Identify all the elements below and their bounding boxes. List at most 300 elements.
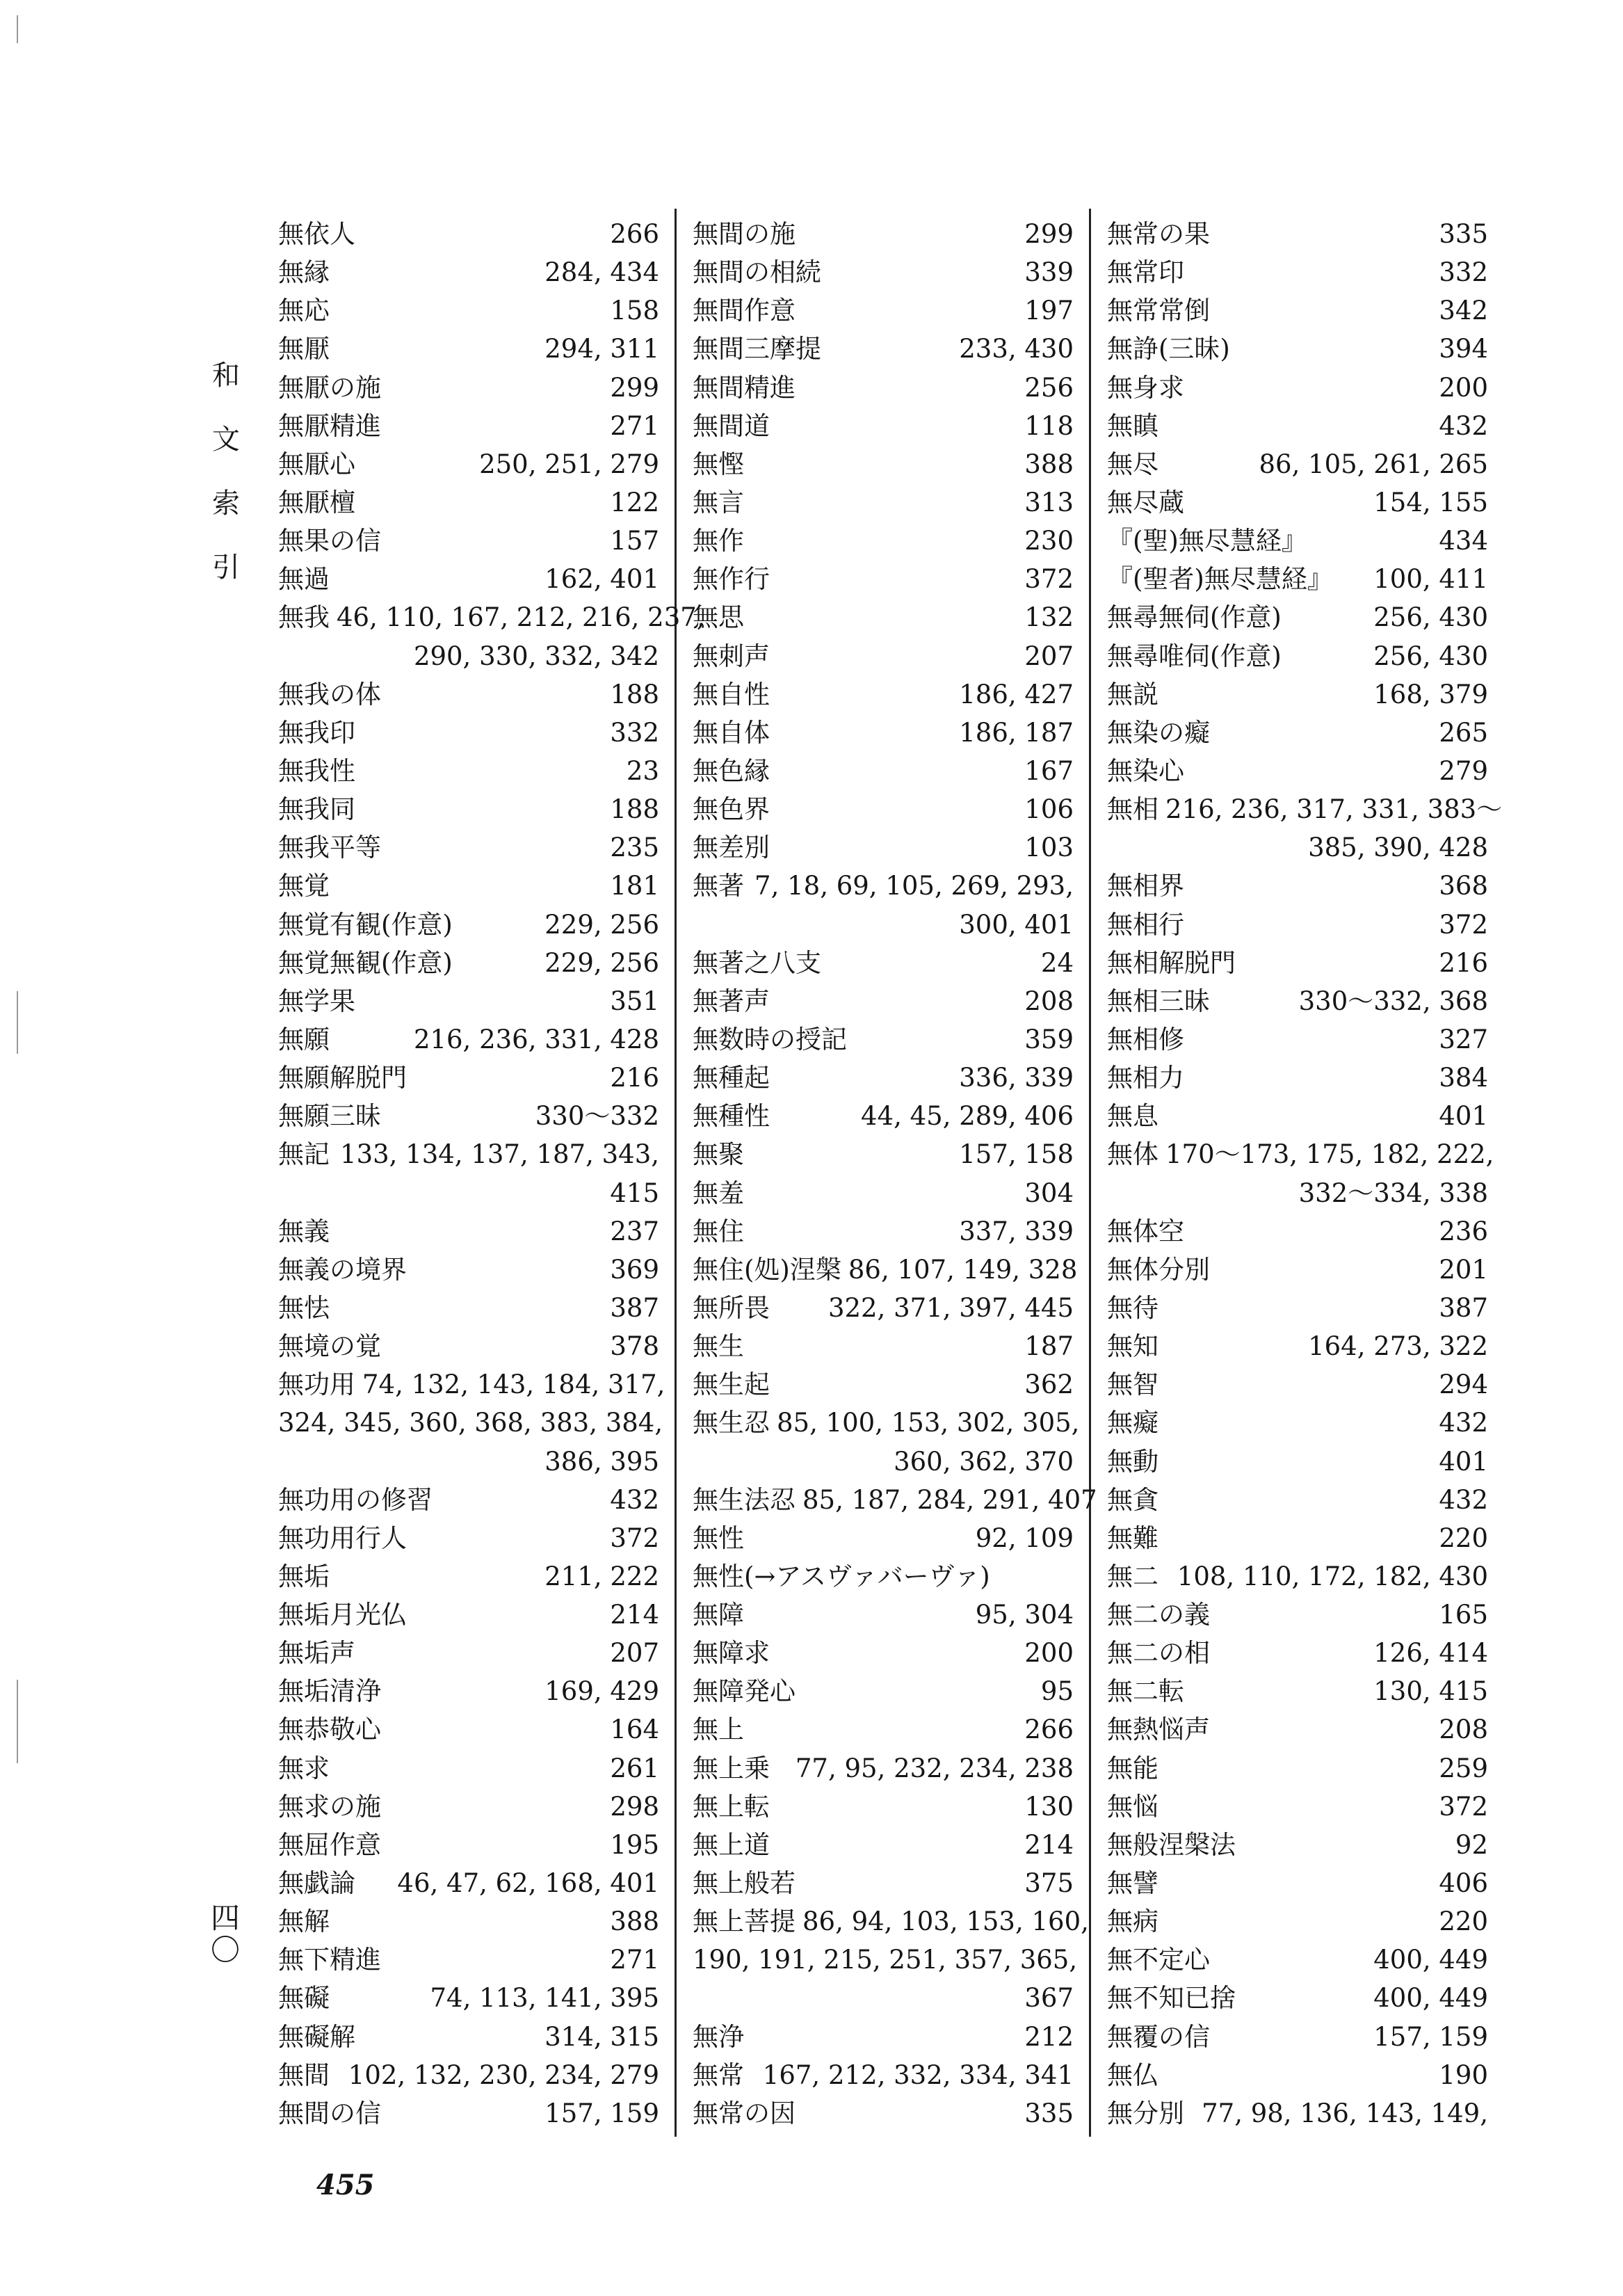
index-pages: 256	[1024, 372, 1074, 403]
index-term: 無願解脱門	[278, 1063, 407, 1093]
index-entry	[278, 1059, 659, 1097]
index-pages: 92, 109	[975, 1523, 1074, 1553]
index-term: 無上転	[693, 1791, 770, 1822]
index-pages: 432	[1439, 1408, 1488, 1438]
scan-margin-mark	[17, 15, 18, 43]
index-pages: 271	[610, 1945, 659, 1975]
index-pages: 384	[1439, 1063, 1488, 1093]
index-entry	[278, 1557, 659, 1596]
index-pages: 294, 311	[544, 334, 659, 364]
index-entry	[1107, 1443, 1488, 1481]
index-term: 無二	[1107, 1561, 1158, 1591]
index-term: 無身求	[1107, 372, 1184, 403]
index-entry	[1107, 560, 1488, 598]
index-entry	[278, 407, 659, 445]
index-entry	[1107, 906, 1488, 944]
index-entry	[1107, 1327, 1488, 1365]
index-pages: 170〜173, 175, 182, 222,	[1165, 1139, 1494, 1170]
index-term: 無間	[278, 2060, 330, 2090]
index-pages: 332〜334, 338	[1298, 1178, 1488, 1208]
index-pages: 314, 315	[544, 2021, 659, 2052]
index-term: 無所畏	[693, 1292, 770, 1323]
index-term: 無礙解	[278, 2021, 355, 2052]
index-term: 無色界	[693, 794, 770, 825]
index-entry	[278, 1788, 659, 1826]
index-entry	[693, 2094, 1074, 2133]
index-pages: 95	[1040, 1676, 1074, 1707]
index-entry	[693, 1404, 1080, 1442]
index-pages: 332	[610, 717, 659, 748]
index-entry	[278, 1979, 659, 2017]
index-pages: 259	[1439, 1753, 1488, 1783]
index-entry	[1107, 637, 1488, 675]
index-term: 無覚無観(作意)	[278, 947, 453, 978]
index-term: 無尋唯伺(作意)	[1107, 641, 1282, 671]
index-pages: 401	[1439, 1101, 1488, 1132]
index-term: 無譬	[1107, 1868, 1158, 1899]
index-pages: 415	[610, 1178, 659, 1208]
index-entry	[278, 790, 659, 828]
index-term: 無障発心	[693, 1676, 796, 1707]
index-term: 無染の癡	[1107, 717, 1210, 748]
index-entry	[693, 1059, 1074, 1097]
index-entry	[278, 1443, 659, 1481]
index-pages: 432	[1439, 410, 1488, 441]
index-pages: 74, 113, 141, 395	[430, 1983, 659, 2014]
index-term: 無障求	[693, 1638, 770, 1669]
index-term: 無間作意	[693, 296, 796, 326]
index-term: 無上	[693, 1715, 744, 1745]
index-term: 無智	[1107, 1370, 1158, 1400]
index-pages: 190, 191, 215, 251, 357, 365,	[693, 1945, 1078, 1975]
index-term: 無種起	[693, 1063, 770, 1093]
index-entry	[1107, 944, 1488, 982]
index-entry	[693, 1212, 1074, 1251]
index-pages: 130	[1024, 1791, 1074, 1822]
index-entry	[278, 828, 659, 867]
index-pages: 77, 98, 136, 143, 149,	[1202, 2098, 1488, 2128]
index-entry	[278, 714, 659, 752]
index-entry	[693, 1557, 1074, 1596]
index-pages: 216	[1439, 947, 1488, 978]
index-term: 無貪	[1107, 1484, 1158, 1515]
side-title-char: 引	[212, 552, 240, 584]
index-pages: 168, 379	[1373, 679, 1488, 709]
index-pages: 216, 236, 331, 428	[413, 1024, 659, 1054]
index-pages: 336, 339	[959, 1063, 1074, 1093]
index-pages: 256, 430	[1373, 602, 1488, 633]
index-term: 無熱悩声	[1107, 1715, 1210, 1745]
index-entry	[1107, 982, 1488, 1020]
index-entry	[1107, 1557, 1488, 1596]
index-term: 無聚	[693, 1139, 744, 1170]
index-term: 無瞋	[1107, 410, 1158, 441]
index-entry	[693, 790, 1074, 828]
index-pages: 188	[610, 794, 659, 825]
index-pages: 102, 132, 230, 234, 279	[348, 2060, 659, 2090]
index-pages: 229, 256	[544, 947, 659, 978]
index-entry	[1107, 2056, 1488, 2094]
index-entry	[278, 483, 659, 522]
index-term: 無相解脱門	[1107, 947, 1236, 978]
index-term: 無怯	[278, 1292, 330, 1323]
index-entry	[1107, 1404, 1488, 1442]
index-pages: 337, 339	[959, 1216, 1074, 1246]
index-entry	[1107, 790, 1503, 828]
index-pages: 256, 430	[1373, 641, 1488, 671]
index-pages: 271	[610, 410, 659, 441]
index-term: 無厭	[278, 334, 330, 364]
index-entry	[1107, 1481, 1488, 1519]
index-entry	[693, 2018, 1074, 2056]
index-entry	[693, 369, 1074, 407]
index-entry	[693, 2056, 1074, 2094]
index-pages: 24	[1040, 947, 1074, 978]
index-pages: 401	[1439, 1446, 1488, 1477]
index-entry	[693, 1902, 1089, 1941]
index-pages: 132	[1024, 602, 1074, 633]
index-term: 無屈作意	[278, 1829, 381, 1860]
index-pages: 378	[610, 1331, 659, 1362]
index-entry	[1107, 1788, 1488, 1826]
index-term: 無諍(三昧)	[1107, 334, 1230, 364]
index-term: 無尽蔵	[1107, 487, 1184, 517]
index-entry	[1107, 1979, 1488, 2017]
index-pages: 266	[1024, 1715, 1074, 1745]
index-entry	[693, 1481, 1097, 1519]
index-pages: 335	[1439, 219, 1488, 249]
index-term: 無障	[693, 1600, 744, 1630]
index-pages: 279	[1439, 755, 1488, 786]
index-entry	[278, 1826, 659, 1864]
index-entry	[1107, 1634, 1488, 1672]
index-term: 無垢声	[278, 1638, 355, 1669]
index-pages: 77, 95, 232, 234, 238	[795, 1753, 1074, 1783]
index-entry	[693, 291, 1074, 330]
index-term: 無羞	[693, 1178, 744, 1208]
index-pages: 261	[610, 1753, 659, 1783]
index-term: 無果の信	[278, 526, 381, 556]
index-pages: 387	[610, 1292, 659, 1323]
index-pages: 372	[610, 1523, 659, 1553]
index-entry	[693, 982, 1074, 1020]
index-pages: 157, 159	[1373, 2021, 1488, 2052]
index-entry	[278, 1941, 659, 1979]
index-term: 無求	[278, 1753, 330, 1783]
index-term: 無過	[278, 564, 330, 595]
index-pages: 212	[1024, 2021, 1074, 2052]
index-term: 無恭敬心	[278, 1715, 381, 1745]
index-entry	[1107, 1174, 1488, 1212]
index-pages: 216, 236, 317, 331, 383〜	[1165, 794, 1503, 825]
index-pages: 133, 134, 137, 187, 343,	[340, 1139, 659, 1170]
index-entry	[1107, 1212, 1488, 1251]
index-term: 無著之八支	[693, 947, 821, 978]
index-pages: 164	[610, 1715, 659, 1745]
index-entry	[1107, 1826, 1488, 1864]
index-term: 無縁	[278, 257, 330, 288]
index-pages: 46, 110, 167, 212, 216, 237,	[337, 602, 705, 633]
index-pages: 342	[1439, 296, 1488, 326]
index-entry	[1107, 1519, 1488, 1557]
index-term: 無我の体	[278, 679, 381, 709]
index-term: 無知	[1107, 1331, 1158, 1362]
index-entry	[693, 1097, 1074, 1135]
index-term: 無上菩提	[693, 1906, 796, 1937]
index-pages: 313	[1024, 487, 1074, 517]
index-entry	[278, 291, 659, 330]
index-entry	[693, 1135, 1074, 1173]
index-pages: 322, 371, 397, 445	[827, 1292, 1074, 1323]
index-pages: 388	[610, 1906, 659, 1937]
index-pages: 284, 434	[544, 257, 659, 288]
index-entry	[278, 215, 659, 253]
index-column-3	[1107, 215, 1503, 2133]
index-entry	[278, 1174, 659, 1212]
index-pages: 164, 273, 322	[1308, 1331, 1488, 1362]
index-pages: 201	[1439, 1254, 1488, 1285]
index-pages: 158	[610, 296, 659, 326]
index-entry	[693, 1941, 1078, 1979]
side-page-char: 四	[210, 1901, 240, 1935]
index-entry	[1107, 369, 1488, 407]
index-pages: 157, 159	[544, 2098, 659, 2128]
index-pages: 200	[1439, 372, 1488, 403]
index-term: 無相界	[1107, 871, 1184, 901]
index-term: 無功用の修習	[278, 1484, 433, 1515]
index-pages: 432	[610, 1484, 659, 1515]
index-pages: 359	[1024, 1024, 1074, 1054]
index-entry	[278, 369, 659, 407]
index-term: 無戯論	[278, 1868, 355, 1899]
side-page-char: 〇	[210, 1933, 240, 1967]
scan-margin-mark	[17, 1680, 18, 1763]
index-term: 無間道	[693, 410, 770, 441]
index-term: 無厭精進	[278, 410, 381, 441]
index-term: 無礙	[278, 1983, 330, 2014]
index-pages: 187	[1024, 1331, 1074, 1362]
index-entry	[1107, 407, 1488, 445]
index-entry	[1107, 1941, 1488, 1979]
index-pages: 400, 449	[1373, 1945, 1488, 1975]
index-pages: 339	[1024, 257, 1074, 288]
index-entry	[1107, 1864, 1488, 1902]
index-entry	[693, 1710, 1074, 1749]
index-pages: 230	[1024, 526, 1074, 556]
index-entry	[278, 1864, 659, 1902]
index-pages: 211, 222	[544, 1561, 659, 1591]
index-pages: 406	[1439, 1868, 1488, 1899]
page-number: 455	[316, 2169, 375, 2201]
index-entry	[1107, 1672, 1488, 1710]
index-entry	[278, 867, 659, 905]
index-term: 無待	[1107, 1292, 1158, 1323]
index-entry	[278, 560, 659, 598]
index-pages: 207	[610, 1638, 659, 1669]
index-term: 無依人	[278, 219, 355, 249]
index-term: 無二転	[1107, 1676, 1184, 1707]
index-entry	[1107, 1596, 1488, 1634]
index-pages: 74, 132, 143, 184, 317,	[362, 1370, 665, 1400]
index-term: 無慳	[693, 449, 744, 479]
index-column-1	[278, 215, 705, 2133]
index-pages: 372	[1439, 1791, 1488, 1822]
index-term: 無相	[1107, 794, 1158, 825]
column-divider	[1089, 209, 1091, 2137]
index-entry	[1107, 253, 1488, 291]
index-pages: 367	[1024, 1983, 1074, 2014]
index-entry	[693, 1251, 1078, 1289]
index-term: 無色縁	[693, 755, 770, 786]
index-term: 無応	[278, 296, 330, 326]
index-pages: 207	[1024, 641, 1074, 671]
index-pages: 208	[1439, 1715, 1488, 1745]
index-pages: 85, 187, 284, 291, 407	[802, 1484, 1097, 1515]
index-entry	[693, 598, 1074, 636]
index-entry	[693, 1864, 1074, 1902]
index-entry	[278, 1327, 659, 1365]
index-term: 無浄	[693, 2021, 744, 2052]
index-term: 無作	[693, 526, 744, 556]
index-entry	[278, 637, 659, 675]
index-pages: 167, 212, 332, 334, 341	[762, 2060, 1074, 2090]
index-entry	[1107, 330, 1488, 368]
index-term: 無上般若	[693, 1868, 796, 1899]
index-term: 無刺声	[693, 641, 770, 671]
index-pages: 220	[1439, 1523, 1488, 1553]
index-entry	[693, 1289, 1074, 1327]
index-entry	[693, 675, 1074, 714]
index-pages: 106	[1024, 794, 1074, 825]
index-term: 無相三昧	[1107, 986, 1210, 1016]
index-term: 無我平等	[278, 833, 381, 863]
index-term: 無仏	[1107, 2060, 1158, 2090]
index-entry	[278, 253, 659, 291]
index-pages: 44, 45, 289, 406	[861, 1101, 1074, 1132]
index-entry	[693, 1749, 1074, 1788]
index-entry	[278, 1596, 659, 1634]
index-entry	[1107, 752, 1488, 790]
index-pages: 92	[1455, 1829, 1488, 1860]
index-entry	[278, 1481, 659, 1519]
index-entry	[1107, 291, 1488, 330]
index-entry	[693, 1672, 1074, 1710]
index-entry	[278, 675, 659, 714]
index-pages: 229, 256	[544, 909, 659, 940]
index-pages: 385, 390, 428	[1308, 833, 1488, 863]
index-term: 無悩	[1107, 1791, 1158, 1822]
index-term: 『(聖)無尽慧経』	[1107, 526, 1307, 556]
index-entry	[693, 330, 1074, 368]
index-term: 無境の覚	[278, 1331, 381, 1362]
index-term: 無相行	[1107, 909, 1184, 940]
index-entry	[1107, 522, 1488, 560]
index-entry	[693, 1596, 1074, 1634]
index-pages: 368	[1439, 871, 1488, 901]
index-term: 無間の信	[278, 2098, 381, 2128]
index-pages: 372	[1439, 909, 1488, 940]
index-term: 無著声	[693, 986, 770, 1016]
index-term: 無説	[1107, 679, 1158, 709]
index-term: 無功用行人	[278, 1523, 407, 1553]
index-term: 無垢月光仏	[278, 1600, 407, 1630]
index-term: 無常	[693, 2060, 744, 2090]
index-entry	[278, 2056, 659, 2094]
index-pages: 432	[1439, 1484, 1488, 1515]
index-pages: 265	[1439, 717, 1488, 748]
index-pages: 387	[1439, 1292, 1488, 1323]
index-entry	[1107, 1902, 1488, 1941]
index-entry	[278, 2094, 659, 2133]
index-pages: 157, 158	[959, 1139, 1074, 1170]
index-term: 無下精進	[278, 1945, 381, 1975]
index-term: 無尽	[1107, 449, 1158, 479]
index-term: 無著	[693, 871, 744, 901]
side-title-char: 和	[212, 360, 240, 392]
side-title-char: 文	[212, 424, 240, 456]
index-pages: 290, 330, 332, 342	[413, 641, 659, 671]
index-term: 無間精進	[693, 372, 796, 403]
index-entry	[693, 1634, 1074, 1672]
index-term: 無生	[693, 1331, 744, 1362]
index-entry	[693, 253, 1074, 291]
index-section-title	[209, 362, 243, 618]
index-entry	[693, 944, 1074, 982]
index-term: 無覆の信	[1107, 2021, 1210, 2052]
index-entry	[278, 522, 659, 560]
index-term: 無二の義	[1107, 1600, 1210, 1630]
index-entry	[693, 906, 1074, 944]
index-pages: 236	[1439, 1216, 1488, 1246]
index-entry	[1107, 867, 1488, 905]
index-pages: 197	[1024, 296, 1074, 326]
index-term: 無常の果	[1107, 219, 1210, 249]
index-entry	[693, 1365, 1074, 1404]
index-term: 無生忍	[693, 1408, 770, 1438]
index-entry	[278, 1672, 659, 1710]
index-term: 無記	[278, 1139, 330, 1170]
index-entry	[1107, 2018, 1488, 2056]
index-term: 無常印	[1107, 257, 1184, 288]
index-column-2	[693, 215, 1097, 2133]
index-entry	[1107, 1251, 1488, 1289]
index-pages: 157	[610, 526, 659, 556]
index-term: 無相力	[1107, 1063, 1184, 1093]
index-term: 無求の施	[278, 1791, 381, 1822]
index-pages: 394	[1439, 334, 1488, 364]
index-pages: 220	[1439, 1906, 1488, 1937]
index-term: 無分別	[1107, 2098, 1184, 2128]
index-term: 無厭の施	[278, 372, 381, 403]
index-pages: 214	[1024, 1829, 1074, 1860]
index-term: 無不定心	[1107, 1945, 1210, 1975]
index-term: 無常常倒	[1107, 296, 1210, 326]
index-entry	[278, 1634, 659, 1672]
index-term: 無解	[278, 1906, 330, 1937]
index-pages: 190	[1439, 2060, 1488, 2090]
index-pages: 188	[610, 679, 659, 709]
index-term: 無義	[278, 1216, 330, 1246]
index-term: 無間の施	[693, 219, 796, 249]
index-term: 無尋無伺(作意)	[1107, 602, 1282, 633]
index-pages: 375	[1024, 1868, 1074, 1899]
index-entry	[1107, 675, 1488, 714]
index-entry	[1107, 598, 1488, 636]
index-pages: 86, 94, 103, 153, 160,	[802, 1906, 1089, 1937]
index-entry	[1107, 1135, 1494, 1173]
index-term: 『(聖者)無尽慧経』	[1107, 564, 1333, 595]
index-term: 無願	[278, 1024, 330, 1054]
